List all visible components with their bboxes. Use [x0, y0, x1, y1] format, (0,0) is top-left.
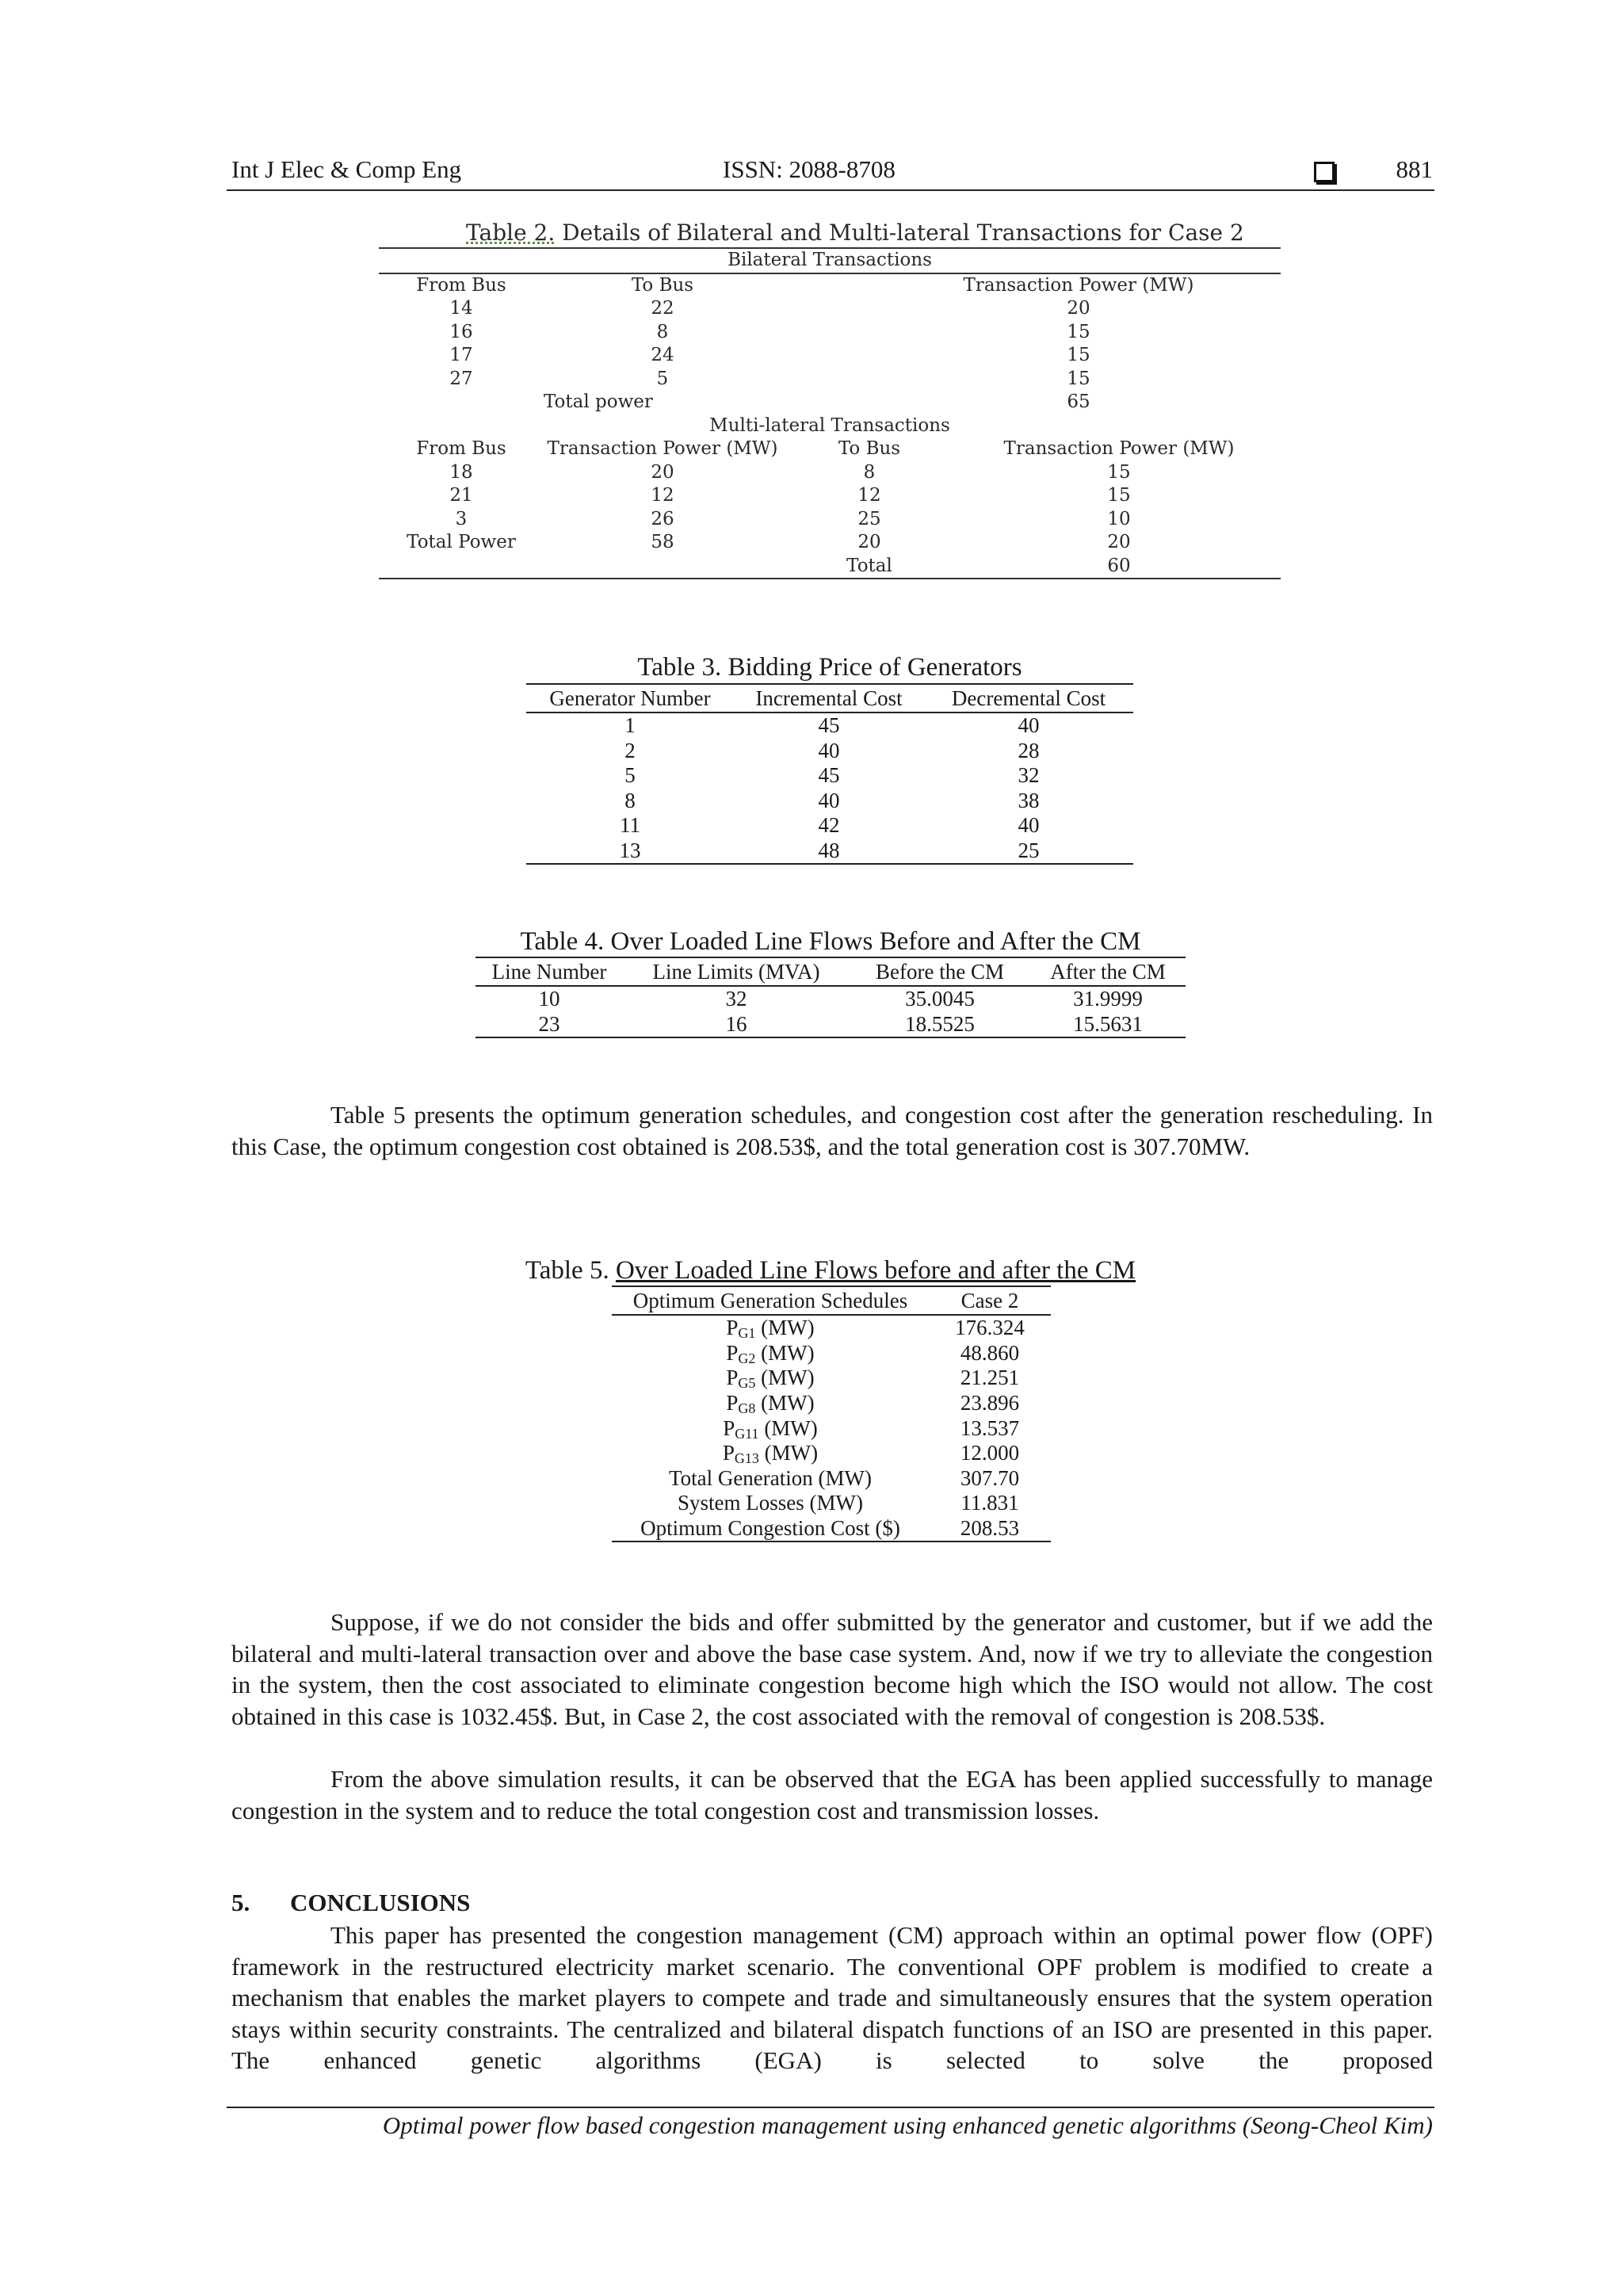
unit-label: (MW) — [758, 1441, 819, 1465]
table-cell: 15 — [1067, 321, 1090, 342]
table-cell: 32 — [1018, 763, 1040, 788]
body-paragraph: Suppose, if we do not consider the bids and offer submitted by the generator and customer, but if we add the bilateral and multi-lateral transaction over and above the base case system. And, now if we try to alleviate the congestion in the system, then the cost associated to eliminate congestion become high which the ISO would not allow. The cost obtained in this case is 1032.45$. But, in Case 2, the cost associated with the removal of congestion is 208.53$. — [231, 1608, 1433, 1730]
table-cell: 3 — [455, 508, 468, 529]
table-header-cell: Generator Number — [526, 684, 734, 712]
table-cell: 11.831 — [960, 1491, 1019, 1515]
table-cell: 14 — [449, 298, 473, 319]
table-row — [612, 1415, 1051, 1441]
table-header-cell: From Bus — [416, 438, 506, 460]
section-number: 5. — [231, 1889, 250, 1916]
table-header-cell: Line Number — [475, 957, 623, 986]
table2-bilateral-header — [379, 273, 1281, 298]
table-row — [379, 555, 1281, 579]
table-cell: 20 — [651, 461, 674, 483]
table-cell: System Losses (MW) — [678, 1491, 863, 1515]
table-cell — [612, 1441, 929, 1466]
table-cell: 31.9999 — [1073, 987, 1143, 1011]
unit-label: (MW) — [755, 1366, 815, 1390]
table-cell: 58 — [651, 532, 674, 553]
table-cell: 13 — [526, 839, 734, 865]
table-cell: 21 — [449, 485, 473, 506]
power-symbol: P — [726, 1366, 739, 1390]
table-row — [526, 763, 1133, 789]
generator-subscript: G13 — [734, 1450, 759, 1467]
table2-bilateral-title: Bilateral Transactions — [379, 248, 1281, 273]
journal-name: Int J Elec & Comp Eng — [231, 155, 462, 183]
table-cell: 8 — [656, 321, 669, 342]
table-header-cell: Line Limits (MVA) — [623, 957, 850, 986]
table-cell: 18 — [449, 461, 473, 483]
table-cell: 25 — [924, 839, 1133, 865]
table-cell: 26 — [651, 508, 674, 529]
issn: ISSN: 2088-8708 — [723, 155, 896, 183]
table-cell — [612, 1391, 929, 1416]
table-cell: 21.251 — [960, 1366, 1020, 1390]
table-cell: 42 — [818, 813, 840, 838]
section-title: CONCLUSIONS — [290, 1889, 471, 1916]
table-row — [379, 531, 1281, 555]
table5-header — [612, 1286, 1051, 1315]
table-cell: 15.5631 — [1030, 1012, 1186, 1038]
table5-caption — [444, 1256, 1217, 1286]
table-cell: 25 — [857, 508, 881, 529]
unit-label: (MW) — [758, 1415, 818, 1440]
table-cell: 20 — [1067, 298, 1090, 319]
table-row — [475, 986, 1186, 1012]
table-cell: 40 — [1018, 813, 1040, 838]
table2-caption-label: Table 2. — [466, 220, 556, 246]
table-header-cell: Transaction Power (MW) — [547, 438, 778, 460]
table-cell: Total Generation (MW) — [668, 1465, 872, 1490]
table-header-cell: Before the CM — [850, 957, 1030, 986]
table-row — [612, 1315, 1051, 1341]
table-cell: 8 — [624, 788, 636, 812]
generator-subscript: G8 — [738, 1400, 756, 1417]
table-row — [379, 344, 1281, 368]
table-cell: 13.537 — [960, 1415, 1020, 1440]
table-cell: 45 — [818, 763, 840, 788]
table-cell: 35.0045 — [905, 987, 975, 1011]
table-header-cell: Decremental Cost — [924, 684, 1133, 712]
table-cell: 15 — [1107, 461, 1131, 483]
table-cell — [612, 1341, 929, 1366]
table-row — [526, 839, 1133, 865]
table-cell: 48.860 — [960, 1340, 1020, 1365]
table5 — [612, 1286, 1051, 1542]
table-header-cell: Optimum Generation Schedules — [612, 1286, 929, 1315]
table-cell: 5 — [624, 763, 636, 788]
table-header-cell: Incremental Cost — [734, 684, 924, 712]
table-header-cell: Transaction Power (MW) — [1003, 438, 1235, 460]
header-rule — [227, 189, 1434, 191]
table2-multi-title: Multi-lateral Transactions — [709, 415, 950, 436]
table-cell: 12 — [857, 485, 881, 506]
table-cell: 176.324 — [955, 1316, 1025, 1340]
table2-caption-text: Details of Bilateral and Multi-lateral Transactions for Case 2 — [555, 220, 1244, 246]
power-symbol: P — [726, 1391, 739, 1415]
table-cell: 24 — [651, 345, 674, 366]
table4 — [475, 957, 1186, 1038]
table-row — [612, 1366, 1051, 1391]
table3-header — [526, 684, 1133, 712]
table-cell: 10 — [1107, 508, 1131, 529]
table-row — [526, 789, 1133, 814]
table2-multi-header — [379, 437, 1281, 461]
table-header-cell: Case 2 — [929, 1286, 1051, 1315]
power-symbol: P — [726, 1316, 739, 1340]
table-cell: 28 — [1018, 738, 1040, 762]
power-symbol: P — [726, 1340, 739, 1365]
footer-rule — [227, 2107, 1434, 2108]
table-row — [379, 484, 1281, 508]
table-row — [379, 391, 1281, 415]
running-header — [231, 151, 1433, 190]
table-cell: 16 — [623, 1012, 850, 1038]
table-row — [379, 368, 1281, 392]
power-symbol: P — [723, 1415, 735, 1440]
table-cell: 20 — [857, 532, 881, 553]
table-row — [379, 297, 1281, 321]
table5-caption-text: Over Loaded Line Flows before and after the CM — [615, 1256, 1136, 1285]
table-row — [526, 712, 1133, 739]
table-cell — [612, 1366, 929, 1391]
unit-label: (MW) — [755, 1340, 815, 1365]
table-cell: 45 — [818, 713, 840, 738]
table-cell: 23.896 — [960, 1391, 1020, 1415]
table-cell: 32 — [725, 987, 747, 1011]
table2-bilateral-total-value: 65 — [1067, 392, 1090, 413]
table-cell: 27 — [449, 368, 473, 389]
table-cell: 40 — [818, 788, 840, 812]
table-cell: 40 — [1018, 713, 1040, 738]
page-number: 881 — [1396, 155, 1433, 183]
table-cell: 1 — [624, 713, 636, 738]
table-cell: 208.53 — [929, 1516, 1051, 1542]
unit-label: (MW) — [755, 1391, 815, 1415]
table2-multi-total-label: Total — [781, 555, 957, 579]
table-row — [526, 813, 1133, 839]
table-cell: 15 — [1067, 345, 1090, 366]
table-row — [612, 1441, 1051, 1466]
table-header-cell: From Bus — [416, 274, 506, 296]
body-paragraph: Table 5 presents the optimum generation schedules, and congestion cost after the generation rescheduling. In this Case, the optimum congestion cost obtained is 208.53$, and the total generation cost is 307.70MW. — [231, 1101, 1433, 1160]
table-row — [526, 739, 1133, 764]
table-header-cell: To Bus — [631, 274, 694, 296]
table-cell: 48 — [734, 839, 924, 865]
table-cell: 17 — [449, 345, 473, 366]
table4-caption: Table 4. Over Loaded Line Flows Before and After the CM — [520, 927, 1141, 956]
table-cell: 5 — [656, 368, 669, 389]
table-header-cell: Transaction Power (MW) — [963, 274, 1194, 296]
table-row — [475, 1012, 1186, 1038]
table-cell: 15 — [1067, 368, 1090, 389]
table-cell: 38 — [1018, 788, 1040, 812]
section-heading — [231, 1889, 470, 1917]
body-paragraph: From the above simulation results, it can be observed that the EGA has been applied successfully to manage congestion in the system and to reduce the total congestion cost and transmission losses. — [231, 1765, 1433, 1824]
table-cell: 2 — [624, 738, 636, 762]
table3 — [526, 683, 1133, 865]
table-cell: 16 — [449, 321, 473, 342]
table-cell: 22 — [651, 298, 674, 319]
generator-subscript: G11 — [735, 1425, 759, 1442]
running-footer: Optimal power flow based congestion management using enhanced genetic algorithms (Seong-Cheol Kim) — [382, 2111, 1433, 2139]
table-cell: Total Power — [407, 532, 516, 553]
table-cell: 10 — [538, 987, 560, 1011]
table-header-cell: To Bus — [838, 438, 901, 460]
table-cell — [612, 1315, 929, 1341]
power-symbol: P — [722, 1441, 735, 1465]
table-cell: 20 — [1107, 532, 1131, 553]
table-row — [612, 1516, 1051, 1542]
table-row — [612, 1391, 1051, 1416]
table-cell — [612, 1415, 929, 1441]
table5-caption-label: Table 5. — [525, 1256, 616, 1285]
table-cell: 12 — [651, 485, 674, 506]
table-header-cell: After the CM — [1030, 957, 1186, 986]
table3-caption: Table 3. Bidding Price of Generators — [637, 653, 1022, 682]
table-cell: 40 — [818, 738, 840, 762]
table2 — [379, 247, 1281, 579]
table4-header — [475, 957, 1186, 986]
table2-multi-total-value: 60 — [957, 555, 1281, 579]
unit-label: (MW) — [755, 1316, 815, 1340]
table-cell: 8 — [863, 461, 876, 483]
table-row — [612, 1466, 1051, 1492]
body-paragraph: This paper has presented the congestion management (CM) approach within an optimal power flow (OPF) framework in the restructured electricity market scenario. The conventional OPF problem is modified to create a mechanism that enables the market players to compete and trade and simultaneously ensures that the system operation stays within security constraints. The centralized and bilateral dispatch functions of an ISO are presented in this paper. The enhanced genetic algorithms (EGA) is selected to solve the proposed — [231, 1921, 1433, 2074]
table-cell: 23 — [475, 1012, 623, 1038]
table-cell: 307.70 — [960, 1465, 1020, 1490]
table-cell: 12.000 — [960, 1441, 1020, 1465]
table-row — [379, 321, 1281, 345]
table-row — [379, 508, 1281, 532]
table-cell: 11 — [620, 813, 640, 838]
generator-subscript: G2 — [738, 1350, 756, 1366]
table2-bilateral-total-label: Total power — [544, 392, 653, 413]
table-row — [612, 1491, 1051, 1516]
generator-subscript: G5 — [738, 1375, 756, 1392]
table2-caption — [379, 220, 1274, 246]
generator-subscript: G1 — [738, 1325, 756, 1342]
table-cell: Optimum Congestion Cost ($) — [612, 1516, 929, 1542]
table-row — [379, 461, 1281, 485]
table-cell: 18.5525 — [850, 1012, 1030, 1038]
table-cell: 15 — [1107, 485, 1131, 506]
table-row — [612, 1341, 1051, 1366]
square-bullet-icon — [1314, 162, 1335, 182]
